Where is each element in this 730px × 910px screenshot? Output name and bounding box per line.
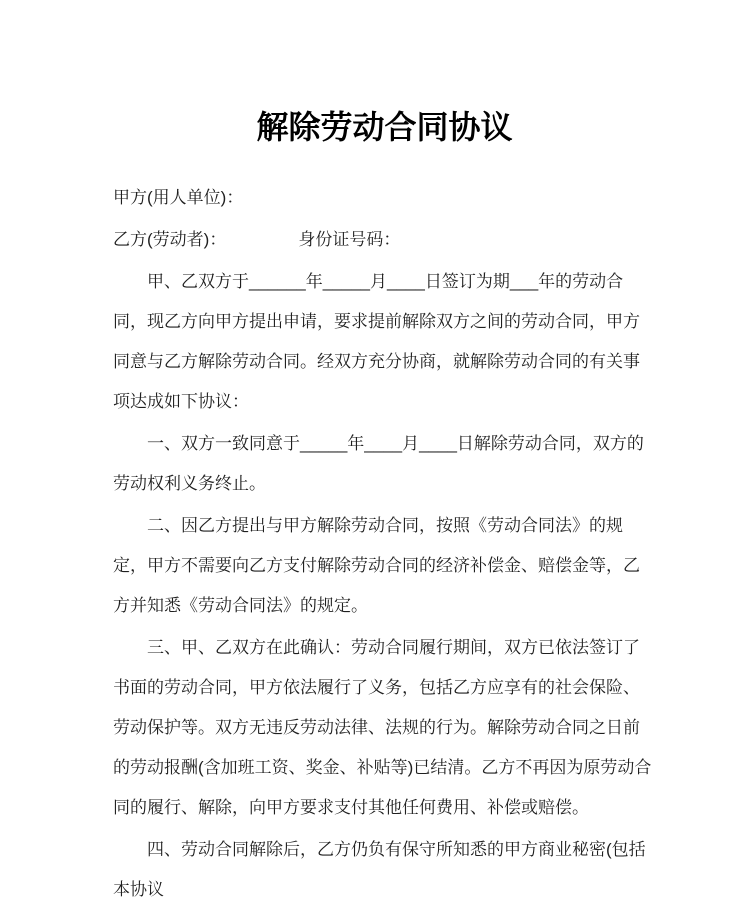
party-a-label: 甲方(用人单位)： xyxy=(113,188,244,207)
party-b-line xyxy=(113,220,656,260)
paragraph-clause-3: 三、甲、乙双方在此确认：劳动合同履行期间，双方已依法签订了书面的劳动合同，甲方依法履行了义务，包括乙方应享有的社会保险、劳动保护等。双方无违反劳动法律、法规的行为。解除劳动合同之日前的劳动报酬(含加班工资、奖金、补贴等)已结清。乙方不再因为原劳动合同的履行、解除，向甲方要求支付其他任何费用、补偿或赔偿。 xyxy=(113,638,652,817)
paragraph-clause-4: 四、劳动合同解除后，乙方仍负有保守所知悉的甲方商业秘密(包括本协议 xyxy=(113,840,646,899)
id-number-label: 身份证号码： xyxy=(298,230,401,249)
paragraph-intro: 甲、乙双方于______年_____月____日签订为期___年的劳动合同，现乙方向甲方提出申请，要求提前解除双方之间的劳动合同，甲方同意与乙方解除劳动合同。经双方充分协商，就解除劳动合同的有关事项达成如下协议： xyxy=(113,272,640,411)
paragraph-clause-2: 二、因乙方提出与甲方解除劳动合同，按照《劳动合同法》的规定，甲方不需要向乙方支付解除劳动合同的经济补偿金、赔偿金等，乙方并知悉《劳动合同法》的规定。 xyxy=(113,516,640,615)
document-title: 解除劳动合同协议 xyxy=(256,109,513,145)
party-b-label: 乙方(劳动者)： xyxy=(113,230,227,249)
paragraph-clause-1: 一、双方一致同意于_____年____月____日解除劳动合同，双方的劳动权利义务终止。 xyxy=(113,434,644,493)
party-a-line xyxy=(113,178,656,218)
